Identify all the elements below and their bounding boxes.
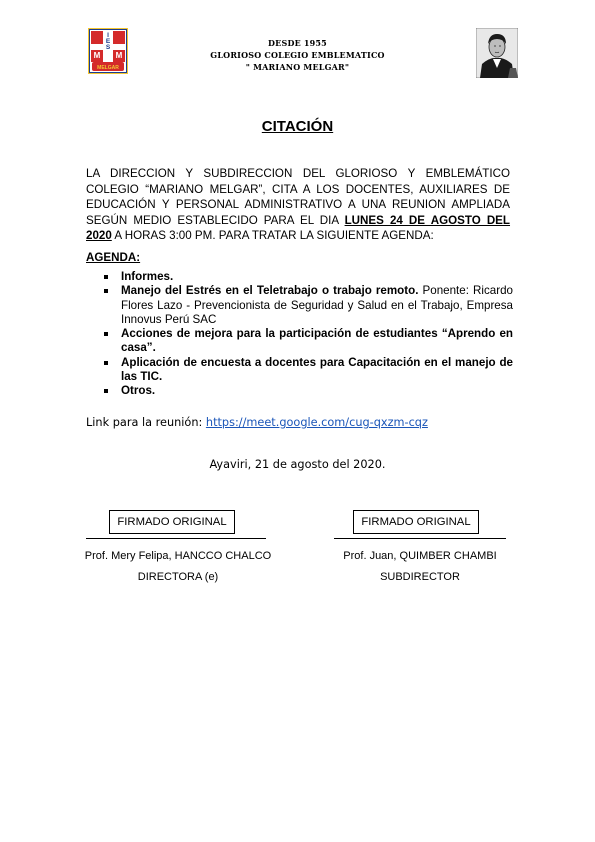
agenda-item: Acciones de mejora para la participación de estudiantes “Aprendo en casa”.	[103, 327, 513, 356]
bullet-icon	[104, 389, 108, 393]
bullet-icon	[104, 275, 108, 279]
signature-stamp-subdirector: FIRMADO ORIGINAL	[353, 510, 479, 534]
place-date: Ayaviri, 21 de agosto del 2020.	[209, 458, 386, 471]
signature-stamp-director: FIRMADO ORIGINAL	[109, 510, 235, 534]
bullet-icon	[104, 332, 108, 336]
logo-letter-5: M	[115, 51, 123, 60]
logo-letter-3: S	[105, 44, 111, 51]
document-title: CITACIÓN	[261, 118, 334, 135]
school-logo	[88, 28, 128, 74]
body-part-2: A HORAS 3:00 PM. PARA TRATAR LA SIGUIENTE AGENDA:	[111, 229, 434, 243]
agenda-item: Otros.	[103, 384, 513, 398]
agenda-item: Manejo del Estrés en el Teletrabajo o trabajo remoto. Ponente: Ricardo Flores Lazo - Prevencionista de Seguridad y Salud en el Trabajo, Empresa Innovus Perú SAC	[103, 284, 513, 327]
bullet-icon	[104, 289, 108, 293]
logo-letter-1: I	[107, 32, 109, 39]
body-part-1: LA DIRECCION Y SUBDIRECCION DEL GLORIOSO Y EMBLEMÁTICO COLEGIO “MARIANO MELGAR”, CITA A LOS DOCENTES, AUXILIARES DE EDUCACIÓN Y PERSONAL ADMINISTRATIVO A UNA REUNION AMPLIADA SEGÚN MEDIO ESTABLECIDO PARA EL DIA	[86, 167, 510, 227]
meeting-link[interactable]: https://meet.google.com/cug-qxzm-cqz	[205, 416, 428, 429]
logo-banner: MELGAR	[97, 65, 119, 71]
signature-line-subdirector	[334, 538, 506, 539]
body-paragraph	[86, 166, 510, 244]
agenda-item: Informes.	[103, 270, 513, 284]
signer-role-director: DIRECTORA (e)	[137, 571, 219, 583]
meeting-link-line	[86, 416, 428, 429]
meeting-date: LUNES 24 DE AGOSTO DEL 2020	[86, 213, 511, 243]
header-line-1: DESDE 1955	[268, 38, 327, 48]
agenda-item: Aplicación de encuesta a docentes para Capacitación en el manejo de las TIC.	[103, 356, 513, 385]
portrait-image	[476, 28, 518, 78]
bullet-icon	[104, 361, 108, 365]
header-line-3: " MARIANO MELGAR"	[245, 62, 350, 72]
signer-role-subdirector: SUBDIRECTOR	[380, 571, 460, 583]
agenda-list	[103, 270, 513, 399]
meeting-link-label: Link para la reunión:	[86, 416, 206, 429]
logo-letter-4: M	[93, 51, 101, 60]
signer-name-director: Prof. Mery Felipa, HANCCO CHALCO	[84, 550, 272, 562]
header-line-2: GLORIOSO COLEGIO EMBLEMATICO	[210, 50, 385, 60]
agenda-label: AGENDA:	[86, 251, 141, 264]
logo-letter-2: E	[105, 38, 111, 45]
signature-line-director	[86, 538, 266, 539]
signer-name-subdirector: Prof. Juan, QUIMBER CHAMBI	[343, 550, 497, 562]
